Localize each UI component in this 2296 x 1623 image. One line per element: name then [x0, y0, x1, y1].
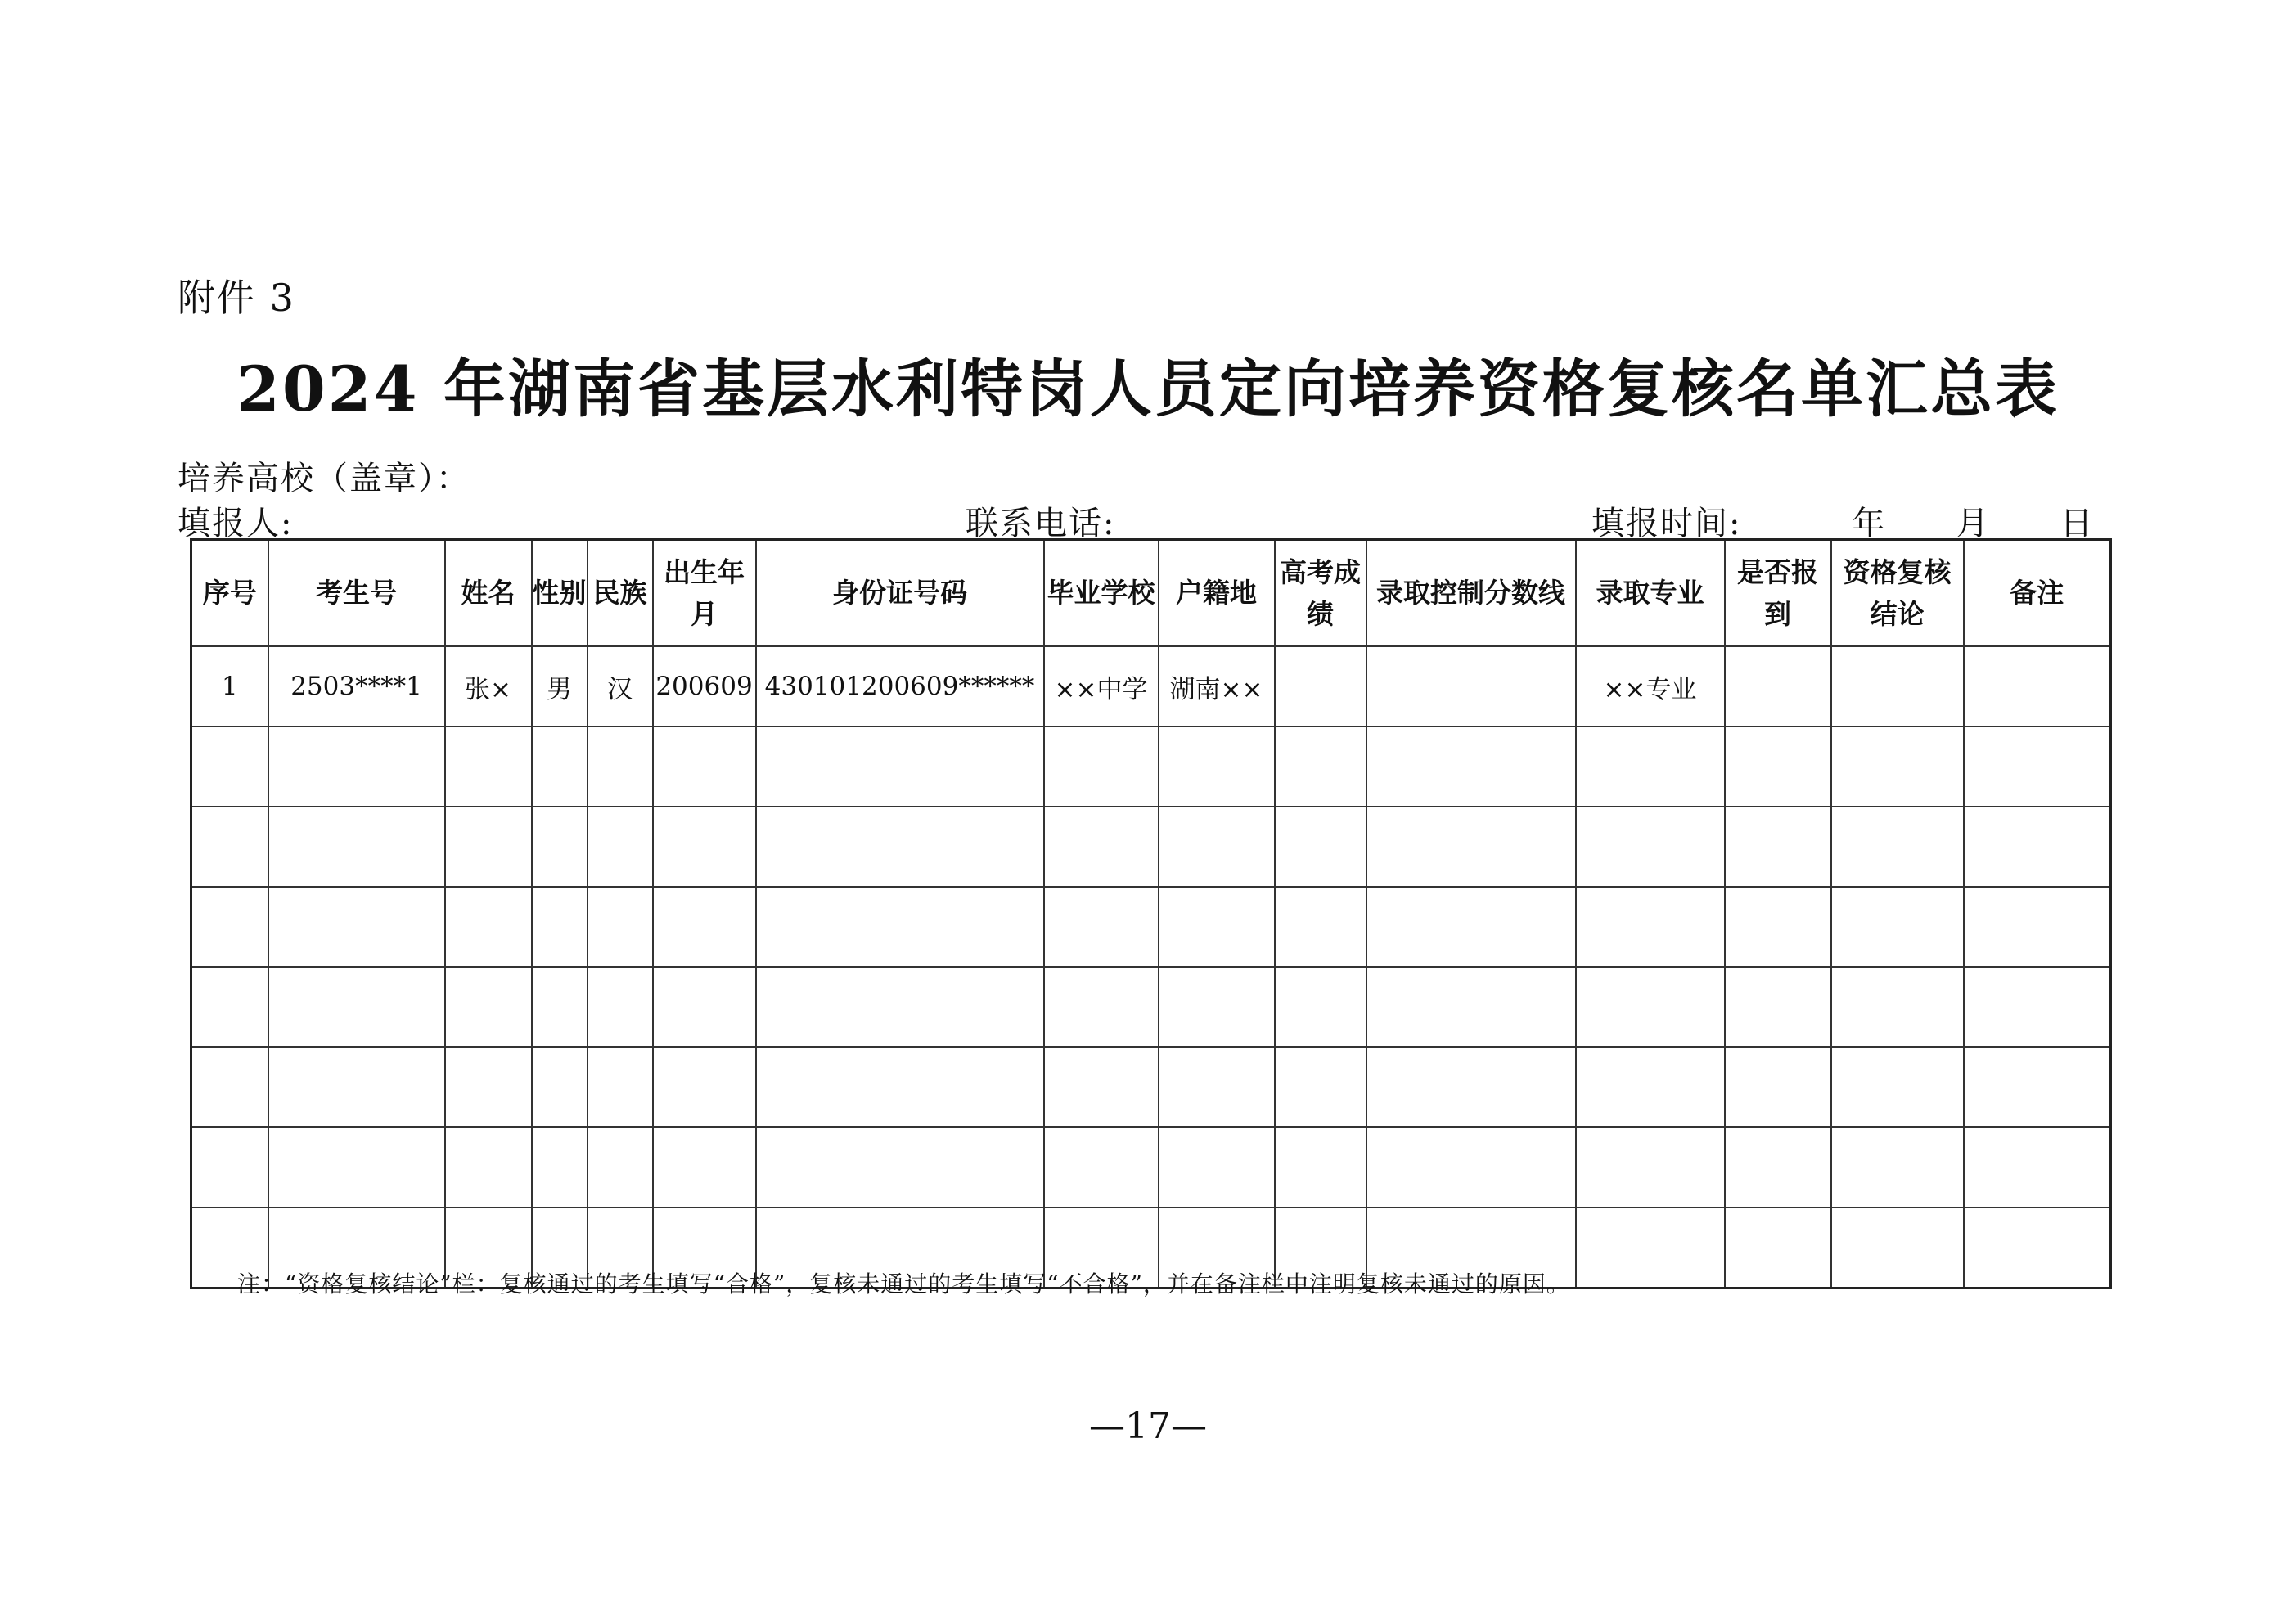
- fill-time-label: 填报时间:: [1591, 505, 1742, 542]
- cell-id-number: [756, 887, 1044, 967]
- cell-reported: [1725, 1127, 1831, 1207]
- table-row: [191, 887, 2111, 967]
- cell-exam-no: 2503****1: [268, 646, 445, 726]
- table-row: [191, 726, 2111, 807]
- table-row: [191, 646, 2111, 726]
- cell-school: [1044, 887, 1159, 967]
- cell-ethnicity: 汉: [588, 646, 653, 726]
- cell-major: [1576, 967, 1725, 1047]
- cell-school: [1044, 807, 1159, 887]
- cell-major: [1576, 1207, 1725, 1288]
- header-reported: 是否报到: [1725, 540, 1831, 647]
- header-birth: 出生年月: [653, 540, 756, 647]
- cell-major: [1576, 1127, 1725, 1207]
- header-gender: 性别: [532, 540, 588, 647]
- table-note: 注：“资格复核结论”栏：复核通过的考生填写“合格”，复核未通过的考生填写“不合格”，并在备注栏中注明复核未通过的原因。: [237, 1270, 1570, 1297]
- cell-remarks: [1964, 726, 2111, 807]
- cell-gender: 男: [532, 646, 588, 726]
- cell-gender: [532, 1047, 588, 1127]
- phone-field: 联系电话:: [966, 505, 1116, 542]
- year-label: 年: [1852, 505, 1887, 542]
- cell-major: [1576, 726, 1725, 807]
- header-major: 录取专业: [1576, 540, 1725, 647]
- cell-ethnicity: [588, 887, 653, 967]
- cell-cutoff-score: [1366, 807, 1576, 887]
- cell-id-number: [756, 1047, 1044, 1127]
- cell-cutoff-score: [1366, 1047, 1576, 1127]
- cell-remarks: [1964, 1047, 2111, 1127]
- cell-gender: [532, 726, 588, 807]
- attachment-label: 附件 3: [178, 276, 295, 320]
- cell-review-result: [1831, 1047, 1964, 1127]
- header-ethnicity: 民族: [588, 540, 653, 647]
- cell-domicile: 湖南××: [1159, 646, 1275, 726]
- cell-reported: [1725, 1047, 1831, 1127]
- cell-cutoff-score: [1366, 646, 1576, 726]
- cell-reported: [1725, 967, 1831, 1047]
- cell-reported: [1725, 646, 1831, 726]
- cell-review-result: [1831, 1127, 1964, 1207]
- cell-ethnicity: [588, 1127, 653, 1207]
- cell-birth: [653, 887, 756, 967]
- header-seq: 序号: [191, 540, 268, 647]
- cell-seq: [191, 1047, 268, 1127]
- cell-gaokao-score: [1275, 967, 1366, 1047]
- cell-cutoff-score: [1366, 967, 1576, 1047]
- header-cutoff-score: 录取控制分数线: [1366, 540, 1576, 647]
- cell-gaokao-score: [1275, 807, 1366, 887]
- cell-exam-no: [268, 967, 445, 1047]
- cell-review-result: [1831, 807, 1964, 887]
- cell-seq: 1: [191, 646, 268, 726]
- cell-name: [445, 807, 532, 887]
- document-title: 2024 年湖南省基层水利特岗人员定向培养资格复核名单汇总表: [236, 353, 2060, 425]
- cell-name: [445, 967, 532, 1047]
- cell-gender: [532, 807, 588, 887]
- cell-review-result: [1831, 967, 1964, 1047]
- cell-review-result: [1831, 646, 1964, 726]
- header-exam-no: 考生号: [268, 540, 445, 647]
- cell-remarks: [1964, 1127, 2111, 1207]
- cell-gaokao-score: [1275, 887, 1366, 967]
- cell-gaokao-score: [1275, 646, 1366, 726]
- cell-seq: [191, 887, 268, 967]
- cell-gender: [532, 967, 588, 1047]
- table-row: [191, 967, 2111, 1047]
- cell-reported: [1725, 726, 1831, 807]
- cell-id-number: [756, 807, 1044, 887]
- day-label: 日: [2060, 505, 2095, 542]
- cell-domicile: [1159, 807, 1275, 887]
- table-body: [191, 646, 2111, 1288]
- cell-cutoff-score: [1366, 887, 1576, 967]
- cell-exam-no: [268, 887, 445, 967]
- cell-id-number: [756, 967, 1044, 1047]
- cell-remarks: [1964, 1207, 2111, 1288]
- cell-birth: [653, 967, 756, 1047]
- cell-school: [1044, 967, 1159, 1047]
- cell-reported: [1725, 1207, 1831, 1288]
- cell-major: ××专业: [1576, 646, 1725, 726]
- cell-name: [445, 1047, 532, 1127]
- cell-reported: [1725, 887, 1831, 967]
- cell-review-result: [1831, 1207, 1964, 1288]
- header-remarks: 备注: [1964, 540, 2111, 647]
- cell-birth: [653, 1047, 756, 1127]
- cell-school: [1044, 1047, 1159, 1127]
- cell-school: [1044, 726, 1159, 807]
- header-domicile: 户籍地: [1159, 540, 1275, 647]
- cell-exam-no: [268, 726, 445, 807]
- cell-birth: [653, 1127, 756, 1207]
- cell-remarks: [1964, 967, 2111, 1047]
- cell-ethnicity: [588, 726, 653, 807]
- cell-birth: [653, 726, 756, 807]
- cell-review-result: [1831, 887, 1964, 967]
- cell-birth: [653, 807, 756, 887]
- filler-field: 填报人:: [178, 505, 294, 542]
- cell-gender: [532, 887, 588, 967]
- cell-name: [445, 726, 532, 807]
- cell-id-number: 430101200609******: [756, 646, 1044, 726]
- cell-domicile: [1159, 887, 1275, 967]
- fill-time-field: [1591, 497, 2094, 544]
- page-number: —17—: [1089, 1405, 1207, 1447]
- cell-remarks: [1964, 887, 2111, 967]
- month-label: 月: [1956, 505, 1991, 542]
- cell-birth: 200609: [653, 646, 756, 726]
- table-row: [191, 1127, 2111, 1207]
- roster-table: [190, 538, 2112, 1289]
- cell-major: [1576, 807, 1725, 887]
- cell-review-result: [1831, 726, 1964, 807]
- cell-remarks: [1964, 807, 2111, 887]
- cell-gaokao-score: [1275, 1127, 1366, 1207]
- cell-id-number: [756, 1127, 1044, 1207]
- cell-domicile: [1159, 1127, 1275, 1207]
- cell-school: [1044, 1127, 1159, 1207]
- header-gaokao-score: 高考成绩: [1275, 540, 1366, 647]
- table-row: [191, 807, 2111, 887]
- cell-cutoff-score: [1366, 1127, 1576, 1207]
- cell-seq: [191, 967, 268, 1047]
- cell-domicile: [1159, 1047, 1275, 1127]
- cell-major: [1576, 1047, 1725, 1127]
- cell-gaokao-score: [1275, 726, 1366, 807]
- cell-seq: [191, 1127, 268, 1207]
- cell-exam-no: [268, 1127, 445, 1207]
- cell-name: [445, 1127, 532, 1207]
- cell-domicile: [1159, 726, 1275, 807]
- cell-seq: [191, 726, 268, 807]
- cell-id-number: [756, 726, 1044, 807]
- cell-seq: [191, 807, 268, 887]
- header-name: 姓名: [445, 540, 532, 647]
- cell-exam-no: [268, 807, 445, 887]
- cell-reported: [1725, 807, 1831, 887]
- school-seal-field: 培养高校（盖章）：: [178, 460, 470, 497]
- cell-name: [445, 887, 532, 967]
- cell-exam-no: [268, 1047, 445, 1127]
- cell-ethnicity: [588, 967, 653, 1047]
- cell-cutoff-score: [1366, 726, 1576, 807]
- cell-domicile: [1159, 967, 1275, 1047]
- cell-remarks: [1964, 646, 2111, 726]
- cell-name: 张×: [445, 646, 532, 726]
- header-id-number: 身份证号码: [756, 540, 1044, 647]
- cell-school: ××中学: [1044, 646, 1159, 726]
- table-header-row: [191, 540, 2111, 647]
- cell-ethnicity: [588, 807, 653, 887]
- cell-gender: [532, 1127, 588, 1207]
- table-row: [191, 1047, 2111, 1127]
- header-review-result: 资格复核结论: [1831, 540, 1964, 647]
- header-school: 毕业学校: [1044, 540, 1159, 647]
- cell-ethnicity: [588, 1047, 653, 1127]
- cell-gaokao-score: [1275, 1047, 1366, 1127]
- cell-major: [1576, 887, 1725, 967]
